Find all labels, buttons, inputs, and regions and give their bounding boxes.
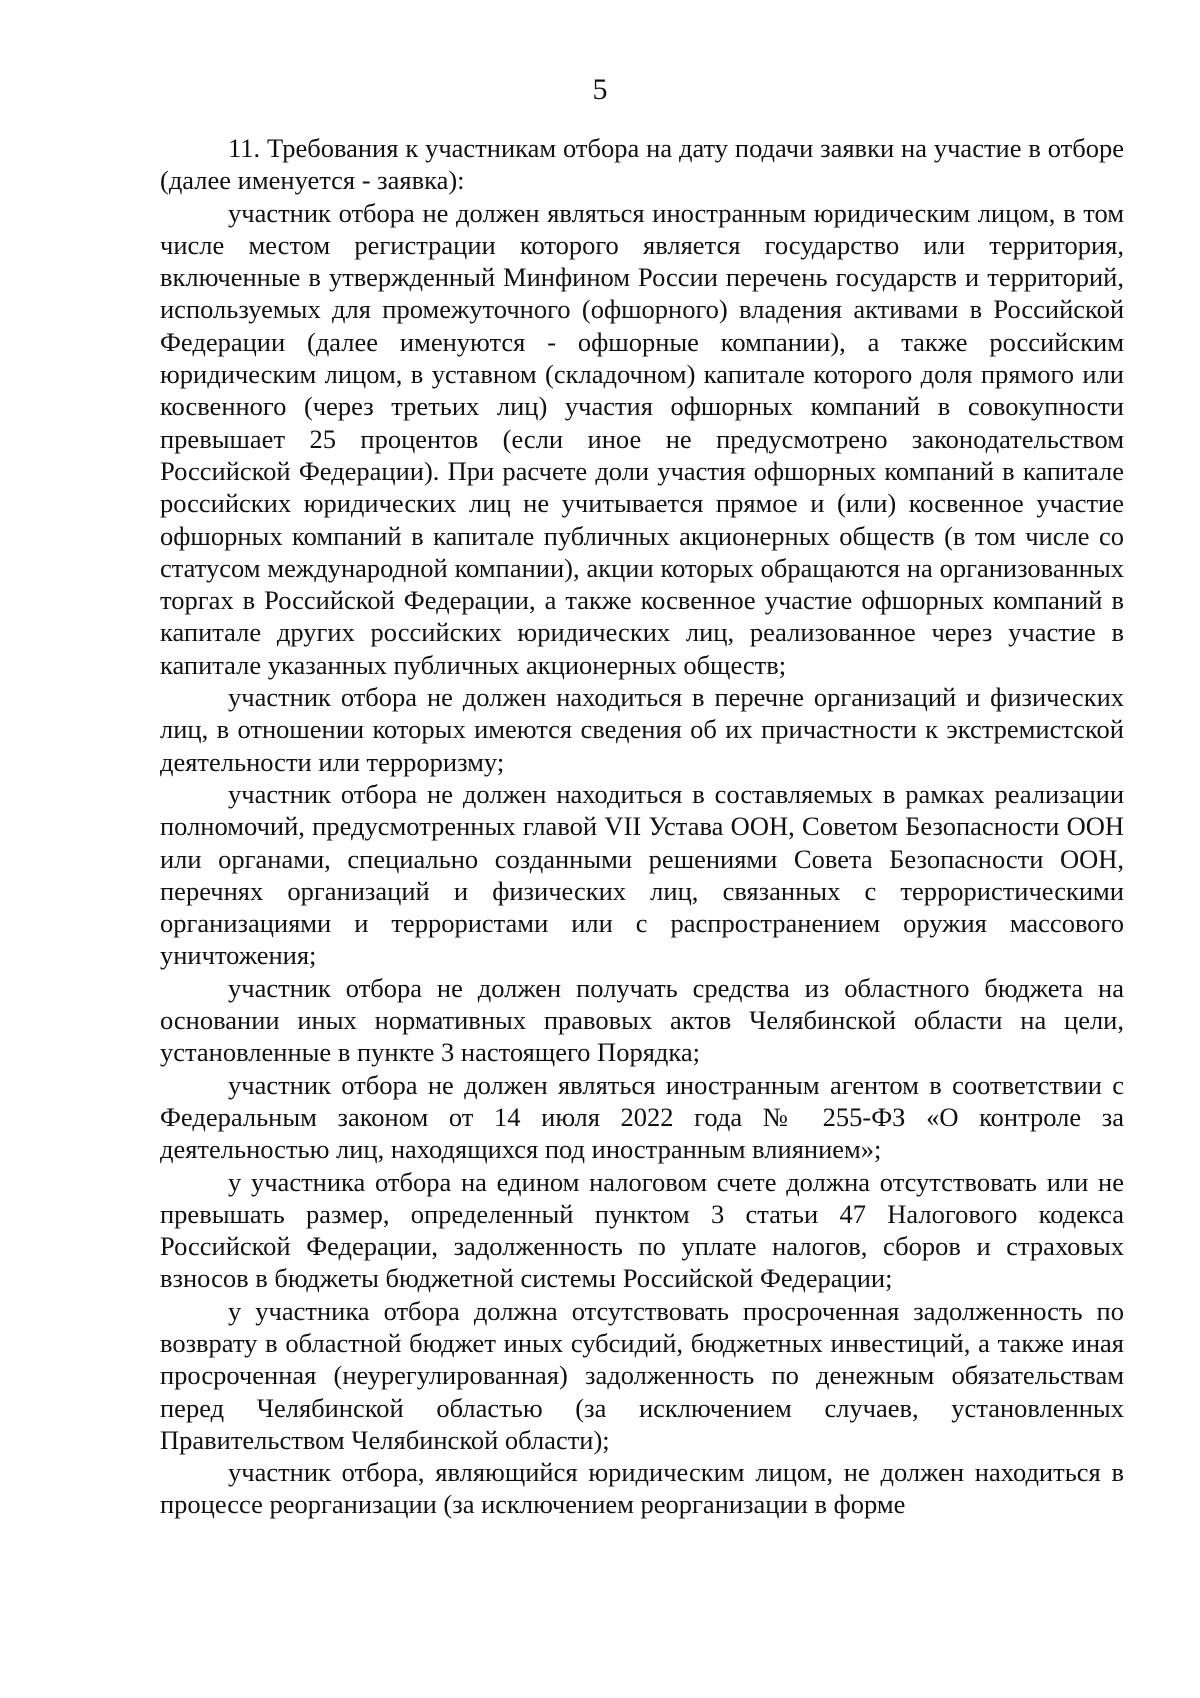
paragraph-requirements-heading: 11. Требования к участникам отбора на дату подачи заявки на участие в отборе (далее именуется - заявка): [160, 133, 1124, 196]
paragraph-tax-debt: у участника отбора на едином налоговом счете должна отсутствовать или не превышать размер, определенный пунктом 3 статьи 47 Налогового кодекса Российской Федерации, задолженность по уплате налогов, сборов и страховых взносов в бюджеты бюджетной системы Российской Федерации; [160, 1166, 1124, 1294]
paragraph-extremism-list: участник отбора не должен находиться в перечне организаций и физических лиц, в отношении которых имеются сведения об их причастности к экстремистской деятельности или терроризму; [160, 682, 1124, 777]
paragraph-un-security-council-lists: участник отбора не должен находиться в составляемых в рамках реализации полномочий, предусмотренных главой VII Устава ООН, Советом Безопасности ООН или органами, специально созданными решениями Совета Безопасности ООН, перечнях организаций и физических лиц, связанных с террористическими организациями и террористами или с распространением оружия массового уничтожения; [160, 778, 1124, 971]
paragraph-reorganization: участник отбора, являющийся юридическим лицом, не должен находиться в процессе реорганизации (за исключением реорганизации в форме [160, 1457, 1124, 1520]
paragraph-offshore-companies: участник отбора не должен являться иностранным юридическим лицом, в том числе местом регистрации которого является государство или территория, включенные в утвержденный Минфином России перечень государств и территорий, используемых для промежуточного (офшорного) владения активами в Российской Федерации (далее именуются - офшорные компании), а также российским юридическим лицом, в уставном (складочном) капитале которого доля прямого или косвенного (через третьих лиц) участия офшорных компаний в совокупности превышает 25 процентов (если иное не предусмотрено законодательством Российской Федерации). При расчете доли участия офшорных компаний в капитале российских юридических лиц не учитывается прямое и (или) косвенное участие офшорных компаний в капитале публичных акционерных обществ (в том числе со статусом международной компании), акции которых обращаются на организованных торгах в Российской Федерации, а также косвенное участие офшорных компаний в капитале других российских юридических лиц, реализованное через участие в капитале указанных публичных акционерных обществ; [160, 197, 1124, 680]
page-number: 5 [592, 73, 608, 106]
paragraph-regional-budget-funds: участник отбора не должен получать средства из областного бюджета на основании иных нормативных правовых актов Челябинской области на цели, установленные в пункте 3 настоящего Порядка; [160, 972, 1124, 1068]
paragraph-overdue-debt: у участника отбора должна отсутствовать просроченная задолженность по возврату в областной бюджет иных субсидий, бюджетных инвестиций, а также иная просроченная (неурегулированная) задолженность по денежным обязательствам перед Челябинской областью (за исключением случаев, установленных Правительством Челябинской области); [160, 1295, 1124, 1455]
document-body [160, 132, 1124, 1521]
paragraph-foreign-agent: участник отбора не должен являться иностранным агентом в соответствии с Федеральным законом от 14 июля 2022 года № 255-ФЗ «О контроле за деятельностью лиц, находящихся под иностранным влиянием»; [160, 1069, 1124, 1165]
